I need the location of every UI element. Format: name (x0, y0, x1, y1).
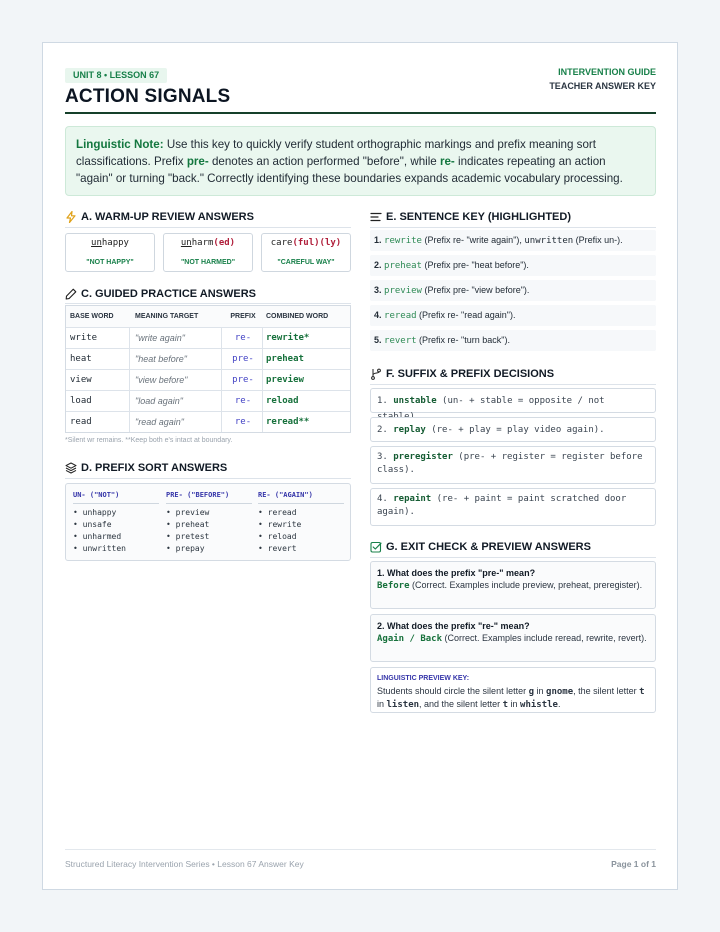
meaning-target: "load again" (135, 396, 183, 406)
footer-series: Structured Literacy Intervention Series • Lesson 67 Answer Key (65, 859, 304, 869)
warmup-meaning-3: "CAREFUL WAY" (277, 259, 335, 266)
decision-item-4 (370, 488, 656, 526)
sentence-number: 4. (374, 310, 382, 320)
sort-column-un (73, 491, 159, 555)
sentence-word: preheat (384, 261, 422, 271)
section-a-rule (65, 227, 351, 228)
decision-word: unstable (393, 396, 437, 406)
sentence-word-2: unwritten (524, 236, 574, 246)
header-prefix: PREFIX (230, 313, 256, 320)
decision-explanation: (un- + stable = opposite / not (442, 396, 605, 406)
page-number: Page 1 of 1 (611, 859, 656, 869)
exit-check-1 (370, 561, 656, 609)
note-pre: pre- (186, 155, 209, 168)
preview-key-box (370, 667, 656, 713)
preview-text: , the silent letter (573, 686, 640, 696)
warmup-meaning-2: "NOT HARMED" (180, 259, 236, 266)
decision-item-2 (370, 417, 656, 442)
worksheet-page (42, 42, 678, 890)
table-row (66, 328, 350, 349)
base-word: heat (70, 354, 92, 364)
preview-letter: t (639, 687, 645, 697)
sentence-word: reread (384, 311, 417, 321)
decision-explanation: (re- + play = play video again). (425, 425, 605, 435)
base-word: read (70, 417, 92, 427)
decision-number: 2. (377, 425, 394, 435)
preview-letter: t (502, 700, 509, 710)
sentence-row-5 (370, 330, 656, 351)
decision-explanation: (pre- + register = register before class). (377, 452, 643, 475)
combined-word: rewrite* (266, 333, 310, 343)
footer (65, 849, 656, 873)
decision-number: 1. (377, 396, 394, 406)
sentence-meaning: (Prefix pre- "view before"). (421, 285, 530, 295)
list-item: • unwritten (73, 544, 126, 553)
prefix: re- (234, 333, 252, 343)
header (65, 68, 656, 114)
exit-answer-2: Again / Back (377, 634, 443, 644)
warmup-base: care (270, 238, 293, 248)
sentence-meaning: (Prefix re- "turn back"). (416, 335, 510, 345)
meaning-target: "heat before" (135, 354, 187, 364)
section-f-rule (370, 384, 656, 385)
preview-text: Students should circle the silent letter (377, 686, 529, 696)
warmup-card-3 (261, 233, 351, 272)
warmup-word-1 (66, 238, 154, 248)
list-item: • revert (258, 544, 297, 553)
combined-word: preview (266, 375, 304, 385)
preview-text: in (508, 699, 521, 709)
list-item: • preview (166, 508, 210, 517)
section-g-label: G. EXIT CHECK & PREVIEW ANSWERS (386, 541, 591, 553)
decision-item-3 (370, 446, 656, 484)
section-c-label: C. GUIDED PRACTICE ANSWERS (81, 288, 256, 300)
combined-word: preheat (266, 354, 304, 364)
sentence-meaning: (Prefix pre- "heat before"). (421, 260, 529, 270)
list-item: • pretest (166, 532, 210, 541)
warmup-meaning-1: "NOT HAPPY" (86, 259, 134, 266)
header-combined-word: COMBINED WORD (266, 313, 329, 320)
preview-word: listen (386, 700, 420, 710)
warmup-prefix: un (180, 238, 192, 248)
decision-word: preregister (393, 452, 453, 462)
warmup-base: harm (191, 238, 214, 248)
list-item: • unhappy (73, 508, 117, 517)
decision-word: repaint (393, 494, 432, 504)
sort-column-head: RE- ("AGAIN") (258, 491, 344, 504)
warmup-card-2 (163, 233, 253, 272)
answer-key-label: TEACHER ANSWER KEY (549, 81, 656, 91)
header-base-word: BASE WORD (70, 313, 114, 320)
section-f-label: F. SUFFIX & PREFIX DECISIONS (386, 368, 555, 380)
note-text-2: denotes an action performed "before", while (208, 155, 440, 168)
section-g-title (370, 539, 591, 555)
page-title: ACTION SIGNALS (65, 86, 231, 107)
exit-answer-2-detail: (Correct. Examples include reread, rewrite, revert). (442, 633, 647, 643)
sentence-row-4 (370, 305, 656, 326)
section-a-label: A. WARM-UP REVIEW ANSWERS (81, 211, 254, 223)
sentence-meaning: (Prefix re- "read again"). (416, 310, 516, 320)
decision-item-1 (370, 388, 656, 413)
list-item: • preheat (166, 520, 210, 529)
sentence-number: 5. (374, 335, 382, 345)
sort-column-head: UN- ("NOT") (73, 491, 159, 504)
preview-text: in (534, 686, 547, 696)
preview-text: in (377, 699, 387, 709)
combined-word: reread** (266, 417, 310, 427)
table-header-row (66, 306, 350, 328)
header-meaning-target: MEANING TARGET (135, 313, 199, 320)
preview-word: whistle (520, 700, 558, 710)
prefix-sort-box (65, 483, 351, 561)
checkbox-icon (370, 541, 382, 553)
exit-check-2 (370, 614, 656, 662)
preview-text: , and the silent letter (419, 699, 503, 709)
prefix: re- (234, 396, 252, 406)
section-e-label: E. SENTENCE KEY (HIGHLIGHTED) (386, 211, 571, 223)
sort-column-head: PRE- ("BEFORE") (166, 491, 252, 504)
warmup-word-3 (262, 238, 350, 248)
section-g-rule (370, 557, 656, 558)
warmup-word-2 (164, 238, 252, 248)
table-row (66, 391, 350, 412)
exit-answer-1: Before (377, 581, 410, 591)
table-row (66, 412, 350, 433)
exit-question-2: 2. What does the prefix "re-" mean? (377, 621, 530, 631)
exit-question-1: 1. What does the prefix "pre-" mean? (377, 568, 536, 578)
section-e-rule (370, 227, 656, 228)
note-label: Linguistic Note: (76, 138, 164, 151)
note-text-1: Use this key to quickly verify student orthographic markings and prefix meaning sort classifications. Prefix (76, 138, 596, 168)
note-text-3: indicates repeating an action "again" or turning "back." Correctly identifying these boundaries expands academic vocabulary processing. (76, 155, 623, 185)
sentence-row-1 (370, 230, 656, 251)
table-row (66, 349, 350, 370)
guide-label: INTERVENTION GUIDE (558, 67, 656, 77)
section-d-label: D. PREFIX SORT ANSWERS (81, 462, 228, 474)
meaning-target: "view before" (135, 375, 188, 385)
sentence-number: 1. (374, 235, 382, 245)
list-item: • rewrite (258, 520, 302, 529)
list-item: • prepay (166, 544, 205, 553)
meaning-target: "read again" (135, 417, 184, 427)
sentence-word: rewrite (384, 236, 422, 246)
layers-icon (65, 462, 77, 474)
list-item: • reread (258, 508, 297, 517)
sentence-number: 3. (374, 285, 382, 295)
section-a-title (65, 209, 254, 225)
exit-answer-1-detail: (Correct. Examples include preview, preheat, preregister). (409, 580, 643, 590)
sentence-row-2 (370, 255, 656, 276)
sentence-number: 2. (374, 260, 382, 270)
preview-key-head: LINGUISTIC PREVIEW KEY: (377, 675, 470, 682)
sentence-row-3 (370, 280, 656, 301)
list-item: • reload (258, 532, 297, 541)
note-re: re- (439, 155, 455, 168)
prefix: re- (234, 417, 252, 427)
lines-icon (370, 211, 382, 223)
section-c-title (65, 286, 256, 302)
branch-icon (370, 368, 382, 380)
sentence-word: preview (384, 286, 422, 296)
warmup-prefix: un (91, 238, 102, 248)
section-d-title (65, 460, 227, 476)
lightning-icon (65, 211, 77, 223)
warmup-card-1 (65, 233, 155, 272)
section-d-rule (65, 478, 351, 479)
base-word: write (70, 333, 98, 343)
table-footnote: *Silent wr remains. **Keep both e's intact at boundary. (65, 437, 233, 444)
list-item: • unsafe (73, 520, 112, 529)
guided-practice-table (65, 305, 351, 433)
linguistic-note (65, 126, 656, 196)
section-f-title (370, 366, 554, 382)
warmup-base: happy (101, 238, 129, 248)
decision-number: 3. (377, 452, 394, 462)
decision-explanation: (re- + paint = paint scratched door again). (377, 494, 627, 517)
preview-key-text (377, 685, 649, 711)
section-c-rule (65, 303, 351, 304)
decision-word: replay (393, 425, 426, 435)
meaning-target: "write again" (135, 333, 185, 343)
decision-number: 4. (377, 494, 394, 504)
sort-column-pre (166, 491, 252, 555)
sentence-meaning: (Prefix re- "write again"), (421, 235, 525, 245)
preview-letter: g (528, 687, 535, 697)
prefix: pre- (232, 375, 254, 385)
list-item: • unharmed (73, 532, 122, 541)
sentence-word: revert (384, 336, 417, 346)
warmup-suffix: (ed) (213, 238, 236, 248)
warmup-suffix: (ful)(ly) (292, 238, 342, 248)
table-row (66, 370, 350, 391)
prefix: pre- (232, 354, 254, 364)
sentence-meaning-2: (Prefix un-). (573, 235, 623, 245)
preview-word: gnome (546, 687, 574, 697)
unit-badge: UNIT 8 • LESSON 67 (65, 68, 167, 83)
base-word: view (70, 375, 92, 385)
section-e-title (370, 209, 571, 225)
combined-word: reload (266, 396, 299, 406)
preview-text: . (557, 699, 561, 709)
sort-column-re (258, 491, 344, 555)
pencil-icon (65, 288, 77, 300)
base-word: load (70, 396, 92, 406)
